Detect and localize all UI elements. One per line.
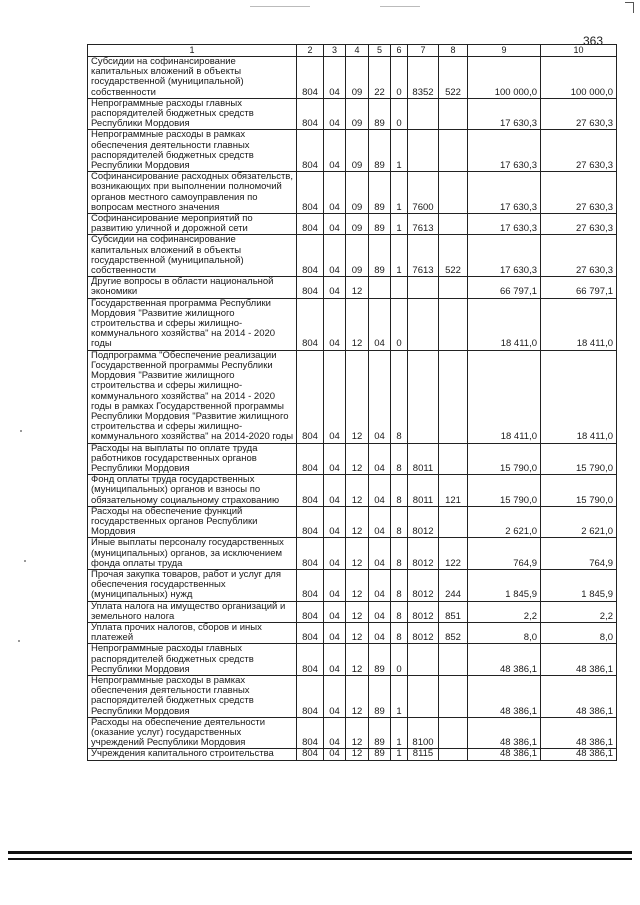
scan-artifact <box>380 6 420 7</box>
table-row <box>88 717 617 749</box>
code-subsection: 09 <box>346 57 369 99</box>
code-ministry: 804 <box>297 717 324 749</box>
code-subsection: 12 <box>346 749 369 760</box>
code-subprogram: 0 <box>391 57 408 99</box>
table-row <box>88 277 617 298</box>
code-subsection: 12 <box>346 506 369 538</box>
code-expense: 7600 <box>408 172 439 214</box>
amount-year-1: 15 790,0 <box>468 475 541 507</box>
row-description: Непрограммные расходы главных распорядителей бюджетных средств Республики Мордовия <box>88 98 297 130</box>
code-program: 89 <box>369 98 391 130</box>
code-subprogram: 8 <box>391 506 408 538</box>
code-section: 04 <box>324 475 346 507</box>
code-section: 04 <box>324 569 346 601</box>
row-description: Непрограммные расходы главных распорядителей бюджетных средств Республики Мордовия <box>88 644 297 676</box>
code-program: 89 <box>369 749 391 760</box>
column-header: 7 <box>408 45 439 57</box>
table-row <box>88 130 617 172</box>
code-program: 89 <box>369 130 391 172</box>
code-expense: 7613 <box>408 214 439 235</box>
code-subsection: 09 <box>346 235 369 277</box>
row-description: Уплата налога на имущество организаций и земельного налога <box>88 601 297 622</box>
row-description: Иные выплаты персоналу государственных (муниципальных) органов, за исключением фонда оплаты труда <box>88 538 297 570</box>
code-program: 89 <box>369 214 391 235</box>
code-section: 04 <box>324 350 346 443</box>
table-row <box>88 644 617 676</box>
row-description: Софинансирование мероприятий по развитию уличной и дорожной сети <box>88 214 297 235</box>
code-section: 04 <box>324 98 346 130</box>
row-description: Подпрограмма "Обеспечение реализации Государственной программы Республики Мордовия "Развитие жилищного строительства и сферы жилищно-коммунального хозяйства" на 2014 - 2020 годы в рамках Государственной программы Республики Мордовия "Развитие жилищного строительства и сферы жилищно-коммунального хозяйства" на 2014-2020 годы <box>88 350 297 443</box>
code-ministry: 804 <box>297 350 324 443</box>
column-header: 2 <box>297 45 324 57</box>
code-type <box>439 298 468 350</box>
code-section: 04 <box>324 277 346 298</box>
code-subsection: 12 <box>346 717 369 749</box>
amount-year-1: 18 411,0 <box>468 350 541 443</box>
code-section: 04 <box>324 538 346 570</box>
code-type <box>439 172 468 214</box>
amount-year-2: 27 630,3 <box>541 214 617 235</box>
amount-year-2: 8,0 <box>541 622 617 643</box>
table-row <box>88 675 617 717</box>
row-description: Прочая закупка товаров, работ и услуг для обеспечения государственных (муниципальных) нужд <box>88 569 297 601</box>
code-expense <box>408 675 439 717</box>
code-subprogram: 8 <box>391 443 408 475</box>
code-program: 04 <box>369 538 391 570</box>
column-header: 4 <box>346 45 369 57</box>
footer-rule <box>8 851 632 854</box>
code-section: 04 <box>324 601 346 622</box>
code-expense: 8012 <box>408 601 439 622</box>
code-subsection: 12 <box>346 569 369 601</box>
scan-artifact <box>250 6 310 7</box>
code-subprogram: 0 <box>391 98 408 130</box>
code-program: 89 <box>369 717 391 749</box>
row-description: Уплата прочих налогов, сборов и иных платежей <box>88 622 297 643</box>
code-type <box>439 749 468 760</box>
amount-year-2: 48 386,1 <box>541 675 617 717</box>
code-type <box>439 717 468 749</box>
row-description: Непрограммные расходы в рамках обеспечения деятельности главных распорядителей бюджетных средств Республики Мордовия <box>88 675 297 717</box>
code-subprogram: 8 <box>391 475 408 507</box>
amount-year-2: 1 845,9 <box>541 569 617 601</box>
table-row <box>88 350 617 443</box>
amount-year-1: 18 411,0 <box>468 298 541 350</box>
amount-year-2: 15 790,0 <box>541 443 617 475</box>
code-subsection: 12 <box>346 443 369 475</box>
code-subsection: 12 <box>346 601 369 622</box>
amount-year-2: 27 630,3 <box>541 130 617 172</box>
code-expense: 8115 <box>408 749 439 760</box>
code-type: 852 <box>439 622 468 643</box>
code-subprogram: 1 <box>391 749 408 760</box>
amount-year-1: 8,0 <box>468 622 541 643</box>
amount-year-2: 100 000,0 <box>541 57 617 99</box>
code-ministry: 804 <box>297 569 324 601</box>
code-subsection: 12 <box>346 644 369 676</box>
code-program <box>369 277 391 298</box>
code-subprogram: 1 <box>391 172 408 214</box>
amount-year-1: 2 621,0 <box>468 506 541 538</box>
code-subprogram: 1 <box>391 675 408 717</box>
code-program: 89 <box>369 675 391 717</box>
amount-year-1: 17 630,3 <box>468 130 541 172</box>
row-description: Непрограммные расходы в рамках обеспечения деятельности главных распорядителей бюджетных средств Республики Мордовия <box>88 130 297 172</box>
row-description: Софинансирование расходных обязательств, возникающих при выполнении полномочий органов местного самоуправления по вопросам местного значения <box>88 172 297 214</box>
code-type <box>439 214 468 235</box>
code-ministry: 804 <box>297 98 324 130</box>
table-row <box>88 538 617 570</box>
code-section: 04 <box>324 298 346 350</box>
code-expense: 8011 <box>408 475 439 507</box>
code-ministry: 804 <box>297 475 324 507</box>
table-row <box>88 506 617 538</box>
table-row <box>88 601 617 622</box>
code-subsection: 12 <box>346 298 369 350</box>
code-program: 04 <box>369 475 391 507</box>
row-description: Расходы на обеспечение деятельности (оказание услуг) государственных учреждений Республики Мордовия <box>88 717 297 749</box>
code-section: 04 <box>324 235 346 277</box>
code-ministry: 804 <box>297 214 324 235</box>
code-subprogram: 8 <box>391 601 408 622</box>
code-expense: 8011 <box>408 443 439 475</box>
code-subsection: 09 <box>346 214 369 235</box>
table-row <box>88 214 617 235</box>
table-body <box>88 57 617 761</box>
code-subprogram: 8 <box>391 569 408 601</box>
amount-year-2: 48 386,1 <box>541 717 617 749</box>
table-row <box>88 569 617 601</box>
code-ministry: 804 <box>297 749 324 760</box>
amount-year-1: 17 630,3 <box>468 98 541 130</box>
code-ministry: 804 <box>297 172 324 214</box>
column-header: 8 <box>439 45 468 57</box>
budget-table <box>87 44 617 761</box>
amount-year-1: 17 630,3 <box>468 214 541 235</box>
code-section: 04 <box>324 506 346 538</box>
code-subprogram: 1 <box>391 717 408 749</box>
code-type: 522 <box>439 57 468 99</box>
code-type <box>439 675 468 717</box>
amount-year-1: 48 386,1 <box>468 644 541 676</box>
code-program: 04 <box>369 350 391 443</box>
code-type: 122 <box>439 538 468 570</box>
code-subprogram: 0 <box>391 644 408 676</box>
table-row <box>88 475 617 507</box>
code-section: 04 <box>324 644 346 676</box>
amount-year-1: 17 630,3 <box>468 172 541 214</box>
code-subprogram: 1 <box>391 130 408 172</box>
amount-year-1: 48 386,1 <box>468 675 541 717</box>
code-ministry: 804 <box>297 130 324 172</box>
code-type: 851 <box>439 601 468 622</box>
table-row <box>88 622 617 643</box>
amount-year-1: 17 630,3 <box>468 235 541 277</box>
code-subprogram: 1 <box>391 235 408 277</box>
code-expense <box>408 98 439 130</box>
code-type <box>439 644 468 676</box>
amount-year-2: 48 386,1 <box>541 749 617 760</box>
amount-year-2: 27 630,3 <box>541 172 617 214</box>
code-subprogram: 8 <box>391 538 408 570</box>
scan-artifact <box>18 640 20 642</box>
table-row <box>88 57 617 99</box>
amount-year-2: 27 630,3 <box>541 235 617 277</box>
code-ministry: 804 <box>297 277 324 298</box>
row-description: Другие вопросы в области национальной экономики <box>88 277 297 298</box>
amount-year-1: 48 386,1 <box>468 717 541 749</box>
amount-year-1: 764,9 <box>468 538 541 570</box>
column-header: 5 <box>369 45 391 57</box>
code-type: 121 <box>439 475 468 507</box>
code-expense: 8012 <box>408 538 439 570</box>
code-program: 89 <box>369 235 391 277</box>
code-subsection: 12 <box>346 475 369 507</box>
code-program: 04 <box>369 506 391 538</box>
code-type: 244 <box>439 569 468 601</box>
column-header: 10 <box>541 45 617 57</box>
code-program: 04 <box>369 569 391 601</box>
amount-year-1: 1 845,9 <box>468 569 541 601</box>
code-section: 04 <box>324 443 346 475</box>
page-number: 363 <box>583 34 604 48</box>
code-program: 04 <box>369 298 391 350</box>
code-subprogram: 1 <box>391 214 408 235</box>
row-description: Субсидии на софинансирование капитальных вложений в объекты государственной (муниципальной) собственности <box>88 57 297 99</box>
code-type <box>439 130 468 172</box>
amount-year-2: 18 411,0 <box>541 350 617 443</box>
code-section: 04 <box>324 130 346 172</box>
code-expense: 8100 <box>408 717 439 749</box>
amount-year-2: 66 797,1 <box>541 277 617 298</box>
code-expense <box>408 350 439 443</box>
row-description: Фонд оплаты труда государственных (муниципальных) органов и взносы по обязательному социальному страхованию <box>88 475 297 507</box>
column-header: 6 <box>391 45 408 57</box>
code-ministry: 804 <box>297 57 324 99</box>
scan-artifact <box>24 560 26 562</box>
code-program: 04 <box>369 622 391 643</box>
scan-artifact <box>20 430 22 432</box>
code-program: 04 <box>369 601 391 622</box>
code-subsection: 12 <box>346 350 369 443</box>
page-corner-mark <box>625 2 634 13</box>
column-header: 1 <box>88 45 297 57</box>
code-subprogram: 8 <box>391 622 408 643</box>
code-section: 04 <box>324 172 346 214</box>
footer-rule <box>8 858 632 860</box>
table-row <box>88 749 617 760</box>
table-row <box>88 98 617 130</box>
amount-year-2: 2,2 <box>541 601 617 622</box>
code-type <box>439 98 468 130</box>
code-expense: 7613 <box>408 235 439 277</box>
code-section: 04 <box>324 57 346 99</box>
table-row <box>88 172 617 214</box>
column-header: 3 <box>324 45 346 57</box>
amount-year-2: 27 630,3 <box>541 98 617 130</box>
amount-year-1: 48 386,1 <box>468 749 541 760</box>
code-subprogram <box>391 277 408 298</box>
code-section: 04 <box>324 717 346 749</box>
amount-year-2: 15 790,0 <box>541 475 617 507</box>
amount-year-1: 15 790,0 <box>468 443 541 475</box>
amount-year-1: 2,2 <box>468 601 541 622</box>
code-subsection: 12 <box>346 277 369 298</box>
row-description: Учреждения капитального строительства <box>88 749 297 760</box>
code-ministry: 804 <box>297 538 324 570</box>
code-expense <box>408 130 439 172</box>
code-subsection: 12 <box>346 622 369 643</box>
row-description: Государственная программа Республики Мордовия "Развитие жилищного строительства и сферы жилищно-коммунального хозяйства" на 2014 - 2020 годы <box>88 298 297 350</box>
code-ministry: 804 <box>297 622 324 643</box>
code-subprogram: 0 <box>391 298 408 350</box>
code-ministry: 804 <box>297 298 324 350</box>
code-program: 89 <box>369 172 391 214</box>
code-subsection: 09 <box>346 172 369 214</box>
code-subsection: 12 <box>346 538 369 570</box>
code-ministry: 804 <box>297 601 324 622</box>
code-program: 89 <box>369 644 391 676</box>
code-expense: 8352 <box>408 57 439 99</box>
code-type <box>439 443 468 475</box>
table-row <box>88 235 617 277</box>
table-row <box>88 443 617 475</box>
code-ministry: 804 <box>297 443 324 475</box>
code-subsection: 09 <box>346 130 369 172</box>
code-expense <box>408 298 439 350</box>
code-program: 04 <box>369 443 391 475</box>
amount-year-1: 100 000,0 <box>468 57 541 99</box>
row-description: Расходы на выплаты по оплате труда работников государственных органов Республики Мордовия <box>88 443 297 475</box>
code-ministry: 804 <box>297 235 324 277</box>
amount-year-2: 18 411,0 <box>541 298 617 350</box>
code-section: 04 <box>324 214 346 235</box>
code-type: 522 <box>439 235 468 277</box>
code-type <box>439 277 468 298</box>
row-description: Субсидии на софинансирование капитальных вложений в объекты государственной (муниципальной) собственности <box>88 235 297 277</box>
amount-year-2: 764,9 <box>541 538 617 570</box>
table-header-row <box>88 45 617 57</box>
amount-year-1: 66 797,1 <box>468 277 541 298</box>
amount-year-2: 48 386,1 <box>541 644 617 676</box>
code-section: 04 <box>324 749 346 760</box>
code-subsection: 09 <box>346 98 369 130</box>
column-header: 9 <box>468 45 541 57</box>
table-row <box>88 298 617 350</box>
row-description: Расходы на обеспечение функций государственных органов Республики Мордовия <box>88 506 297 538</box>
code-subsection: 12 <box>346 675 369 717</box>
code-ministry: 804 <box>297 506 324 538</box>
code-ministry: 804 <box>297 644 324 676</box>
code-expense <box>408 644 439 676</box>
code-type <box>439 350 468 443</box>
code-expense: 8012 <box>408 622 439 643</box>
code-program: 22 <box>369 57 391 99</box>
code-section: 04 <box>324 622 346 643</box>
amount-year-2: 2 621,0 <box>541 506 617 538</box>
code-section: 04 <box>324 675 346 717</box>
code-expense <box>408 277 439 298</box>
code-subprogram: 8 <box>391 350 408 443</box>
code-ministry: 804 <box>297 675 324 717</box>
code-expense: 8012 <box>408 569 439 601</box>
code-type <box>439 506 468 538</box>
code-expense: 8012 <box>408 506 439 538</box>
